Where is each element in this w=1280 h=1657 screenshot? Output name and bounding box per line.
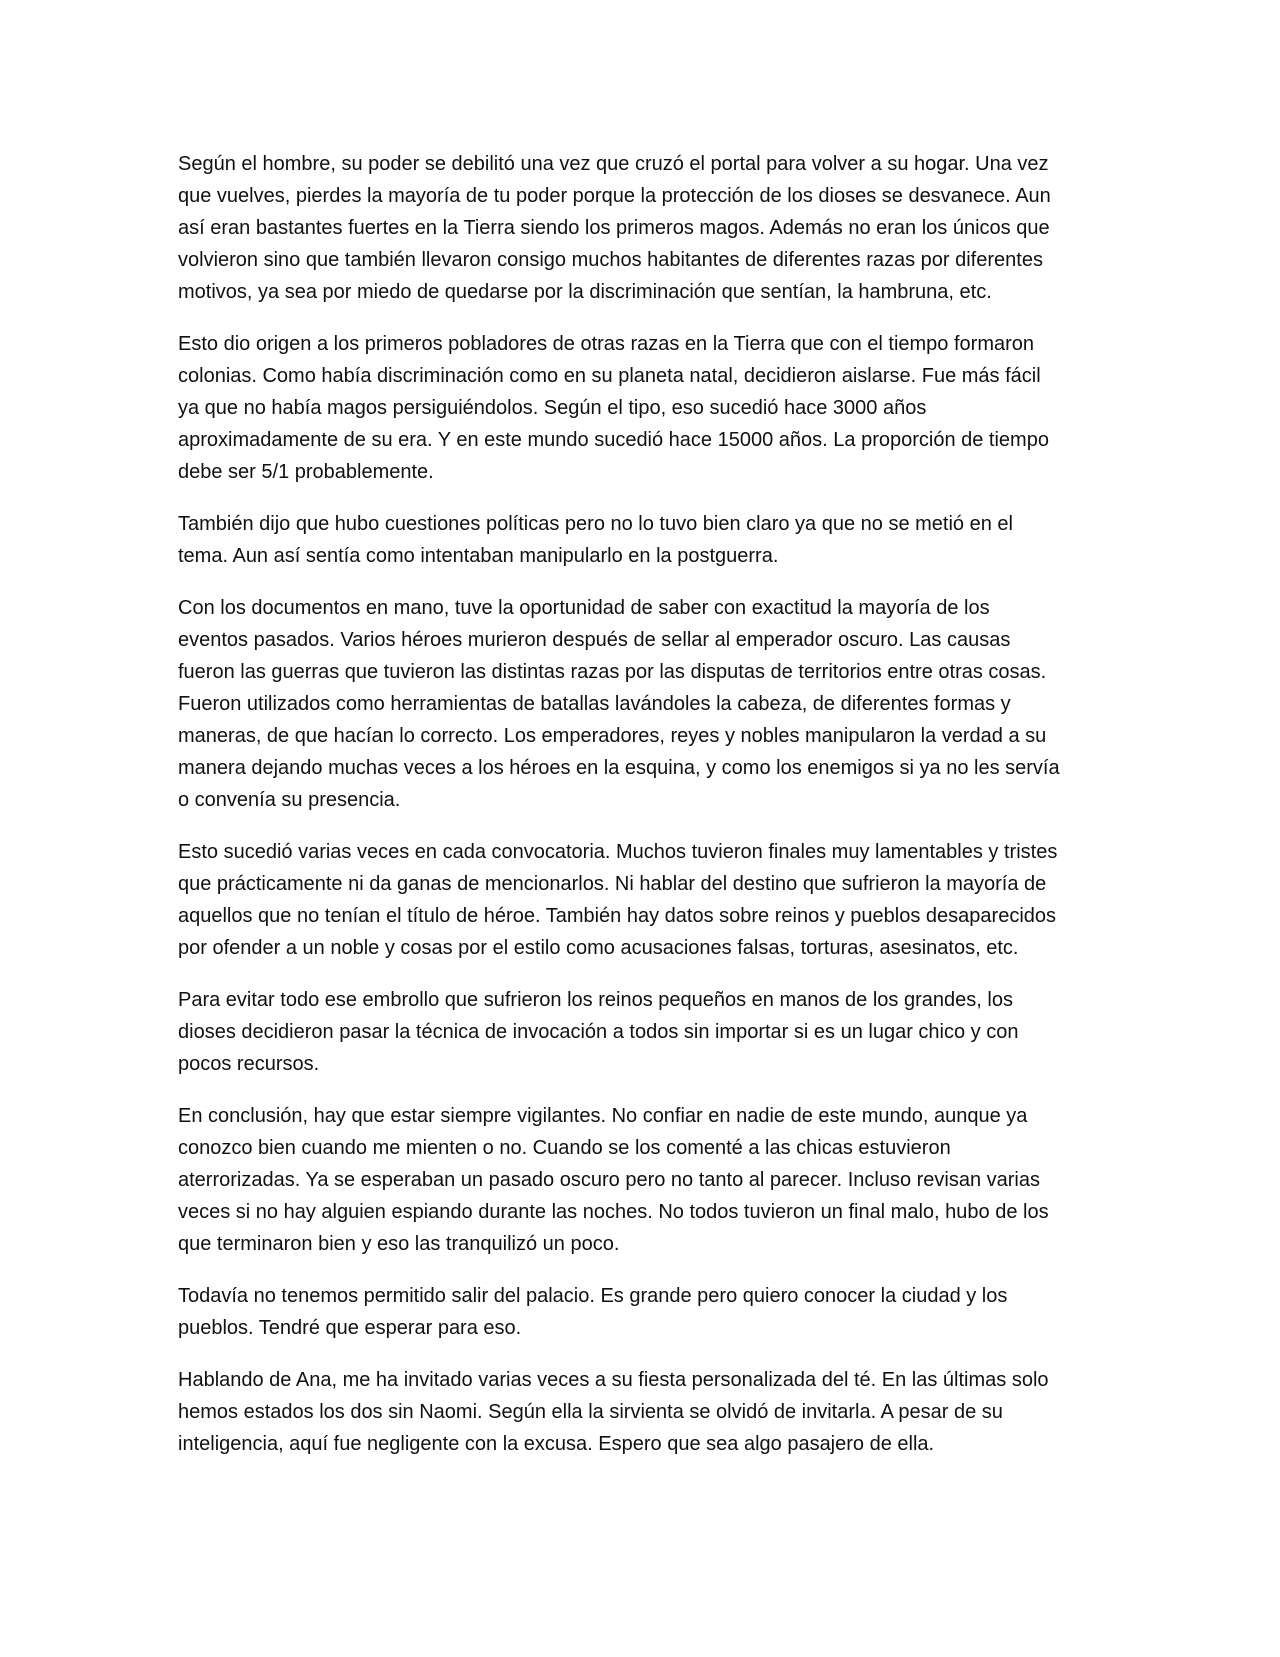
text-line: Esto sucedió varias veces en cada convocatoria. Muchos tuvieron finales muy lamentables y tristes [178,841,1058,863]
text-line: pocos recursos. [178,1053,320,1075]
paragraph-5 [178,836,1118,964]
text-line: aproximadamente de su era. Y en este mundo sucedió hace 15000 años. La proporción de tiempo [178,429,1049,451]
text-line: colonias. Como había discriminación como en su planeta natal, decidieron aislarse. Fue más fácil [178,365,1041,387]
paragraph-9 [178,1364,1118,1460]
text-line: así eran bastantes fuertes en la Tierra siendo los primeros magos. Además no eran los únicos que [178,217,1050,239]
paragraph-1 [178,148,1118,308]
text-line: o convenía su presencia. [178,789,401,811]
text-line: aterrorizadas. Ya se esperaban un pasado oscuro pero no tanto al parecer. Incluso revisan varias [178,1169,1041,1191]
text-line: tema. Aun así sentía como intentaban manipularlo en la postguerra. [178,545,779,567]
paragraph-4 [178,592,1118,816]
text-line: Fueron utilizados como herramientas de batallas lavándoles la cabeza, de diferentes formas y [178,693,1011,715]
text-line: inteligencia, aquí fue negligente con la excusa. Espero que sea algo pasajero de ella. [178,1433,935,1455]
text-line: Con los documentos en mano, tuve la oportunidad de saber con exactitud la mayoría de los [178,597,990,619]
text-line: fueron las guerras que tuvieron las distintas razas por las disputas de territorios entre otras cosas. [178,661,1047,683]
text-line: debe ser 5/1 probablemente. [178,461,434,483]
text-line: dioses decidieron pasar la técnica de invocación a todos sin importar si es un lugar chico y con [178,1021,1019,1043]
text-line: pueblos. Tendré que esperar para eso. [178,1317,522,1339]
text-line: que prácticamente ni da ganas de mencionarlos. Ni hablar del destino que sufrieron la mayoría de [178,873,1047,895]
text-line: por ofender a un noble y cosas por el estilo como acusaciones falsas, torturas, asesinatos, etc. [178,937,1019,959]
text-line: Esto dio origen a los primeros pobladores de otras razas en la Tierra que con el tiempo formaron [178,333,1035,355]
text-line: conozco bien cuando me mienten o no. Cuando se los comenté a las chicas estuvieron [178,1137,951,1159]
document-body [178,148,1118,1480]
text-line: Todavía no tenemos permitido salir del palacio. Es grande pero quiero conocer la ciudad y los [178,1285,1008,1307]
paragraph-7 [178,1100,1118,1260]
paragraph-3 [178,508,1118,572]
text-line: hemos estados los dos sin Naomi. Según ella la sirvienta se olvidó de invitarla. A pesar de su [178,1401,1003,1423]
paragraph-6 [178,984,1118,1080]
paragraph-2 [178,328,1118,488]
text-line: Para evitar todo ese embrollo que sufrieron los reinos pequeños en manos de los grandes, los [178,989,1013,1011]
text-line: Hablando de Ana, me ha invitado varias veces a su fiesta personalizada del té. En las últimas solo [178,1369,1049,1391]
text-line: ya que no había magos persiguiéndolos. Según el tipo, eso sucedió hace 3000 años [178,397,927,419]
text-line: volvieron sino que también llevaron consigo muchos habitantes de diferentes razas por diferentes [178,249,1043,271]
text-line: que vuelves, pierdes la mayoría de tu poder porque la protección de los dioses se desvanece. Aun [178,185,1051,207]
text-line: motivos, ya sea por miedo de quedarse por la discriminación que sentían, la hambruna, etc. [178,281,992,303]
text-line: También dijo que hubo cuestiones políticas pero no lo tuvo bien claro ya que no se metió en el [178,513,1013,535]
text-line: que terminaron bien y eso las tranquilizó un poco. [178,1233,620,1255]
text-line: veces si no hay alguien espiando durante las noches. No todos tuvieron un final malo, hubo de los [178,1201,1049,1223]
text-line: eventos pasados. Varios héroes murieron después de sellar al emperador oscuro. Las causas [178,629,1011,651]
paragraph-8 [178,1280,1118,1344]
text-line: manera dejando muchas veces a los héroes en la esquina, y como los enemigos si ya no les servía [178,757,1060,779]
text-line: Según el hombre, su poder se debilitó una vez que cruzó el portal para volver a su hogar. Una vez [178,153,1049,175]
text-line: En conclusión, hay que estar siempre vigilantes. No confiar en nadie de este mundo, aunque ya [178,1105,1028,1127]
text-line: maneras, de que hacían lo correcto. Los emperadores, reyes y nobles manipularon la verdad a su [178,725,1047,747]
text-line: aquellos que no tenían el título de héroe. También hay datos sobre reinos y pueblos desaparecidos [178,905,1057,927]
